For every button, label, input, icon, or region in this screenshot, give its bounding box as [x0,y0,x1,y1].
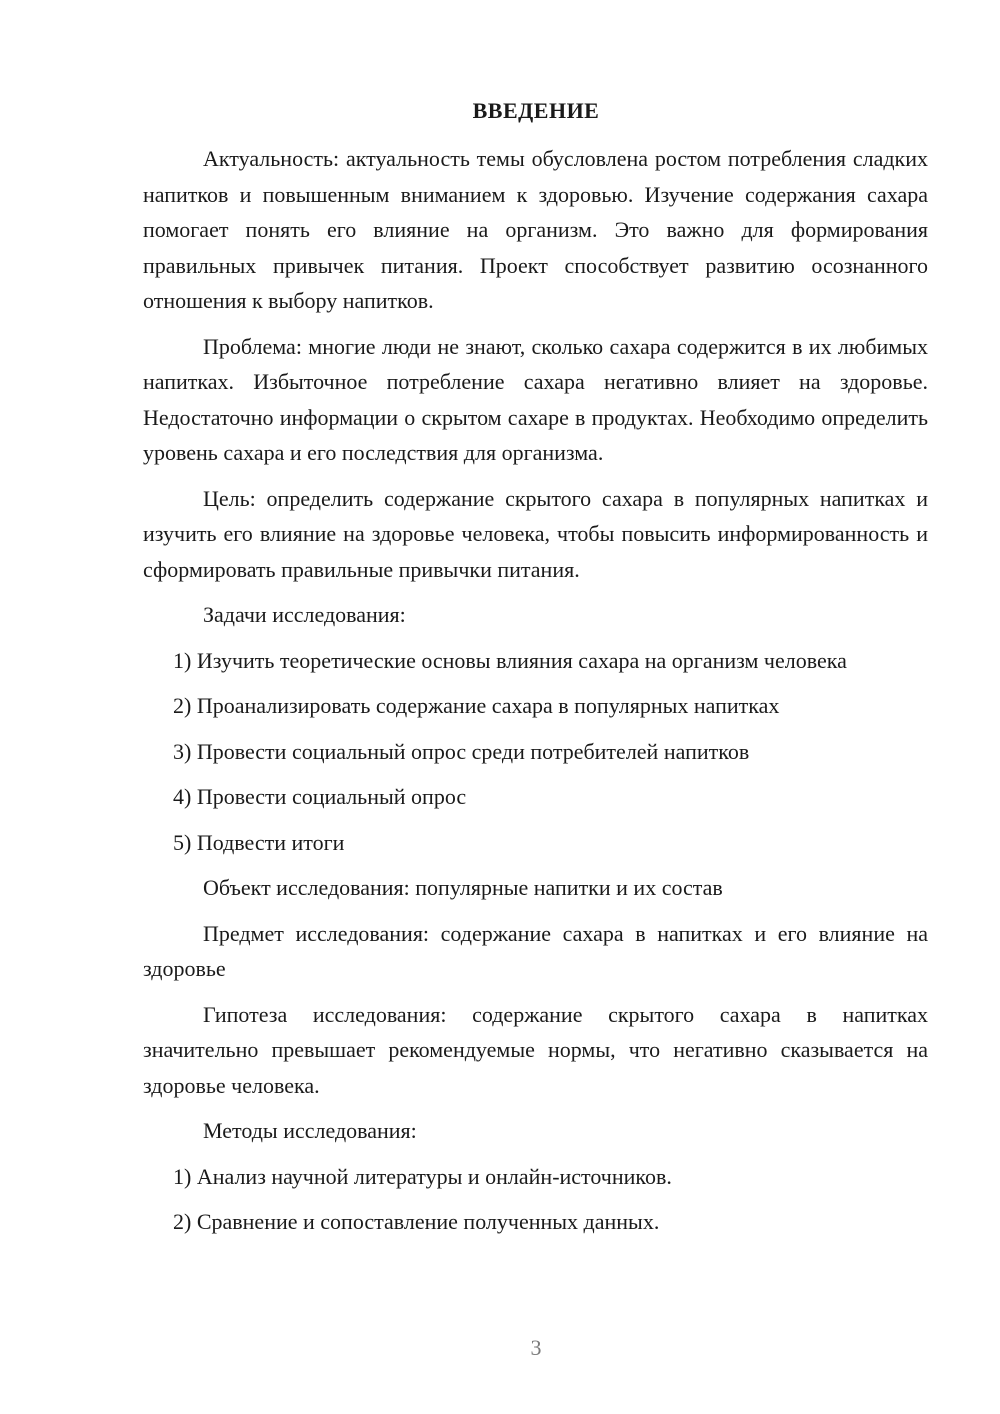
object-paragraph: Объект исследования: популярные напитки и их состав [203,875,723,900]
task-item: 5) Подвести итоги [173,829,345,855]
hypothesis-paragraph: Гипотеза исследования: содержание скрытого сахара в напитках значительно превышает рекомендуемые нормы, что негативно сказывается на здоровье человека. [143,1001,928,1098]
method-item: 2) Сравнение и сопоставление полученных данных. [173,1209,660,1234]
document-body [143,141,928,1240]
methods-heading: Методы исследования: [203,1118,417,1143]
task-item: 4) Провести социальный опрос [173,784,467,809]
task-item: 3) Провести социальный опрос среди потребителей напитков [173,738,750,764]
tasks-heading: Задачи исследования: [203,602,406,627]
section-title: ВВЕДЕНИЕ [472,98,600,123]
method-item: 1) Анализ научной литературы и онлайн-источников. [173,1163,672,1189]
goal-paragraph: Цель: определить содержание скрытого сахара в популярных напитках и изучить его влияние на здоровье человека, чтобы повысить информированность и сформировать правильные привычки питания. [143,485,928,582]
page-number: 3 [530,1335,542,1360]
task-item: 2) Проанализировать содержание сахара в популярных напитках [173,693,780,718]
problem-paragraph: Проблема: многие люди не знают, сколько сахара содержится в их любимых напитках. Избыточное потребление сахара негативно влияет на здоровье. Недостаточно информации о скрытом сахаре в продуктах. Необходимо определить уровень сахара и его последствия для организма. [143,333,928,465]
relevance-paragraph: Актуальность: актуальность темы обусловлена ростом потребления сладких напитков и повышенным вниманием к здоровью. Изучение содержания сахара помогает понять его влияние на организм. Это важно для формирования правильных привычек питания. Проект способствует развитию осознанного отношения к выбору напитков. [143,146,928,313]
subject-paragraph: Предмет исследования: содержание сахара в напитках и его влияние на здоровье [143,920,928,981]
task-item: 1) Изучить теоретические основы влияния сахара на организм человека [173,647,847,673]
